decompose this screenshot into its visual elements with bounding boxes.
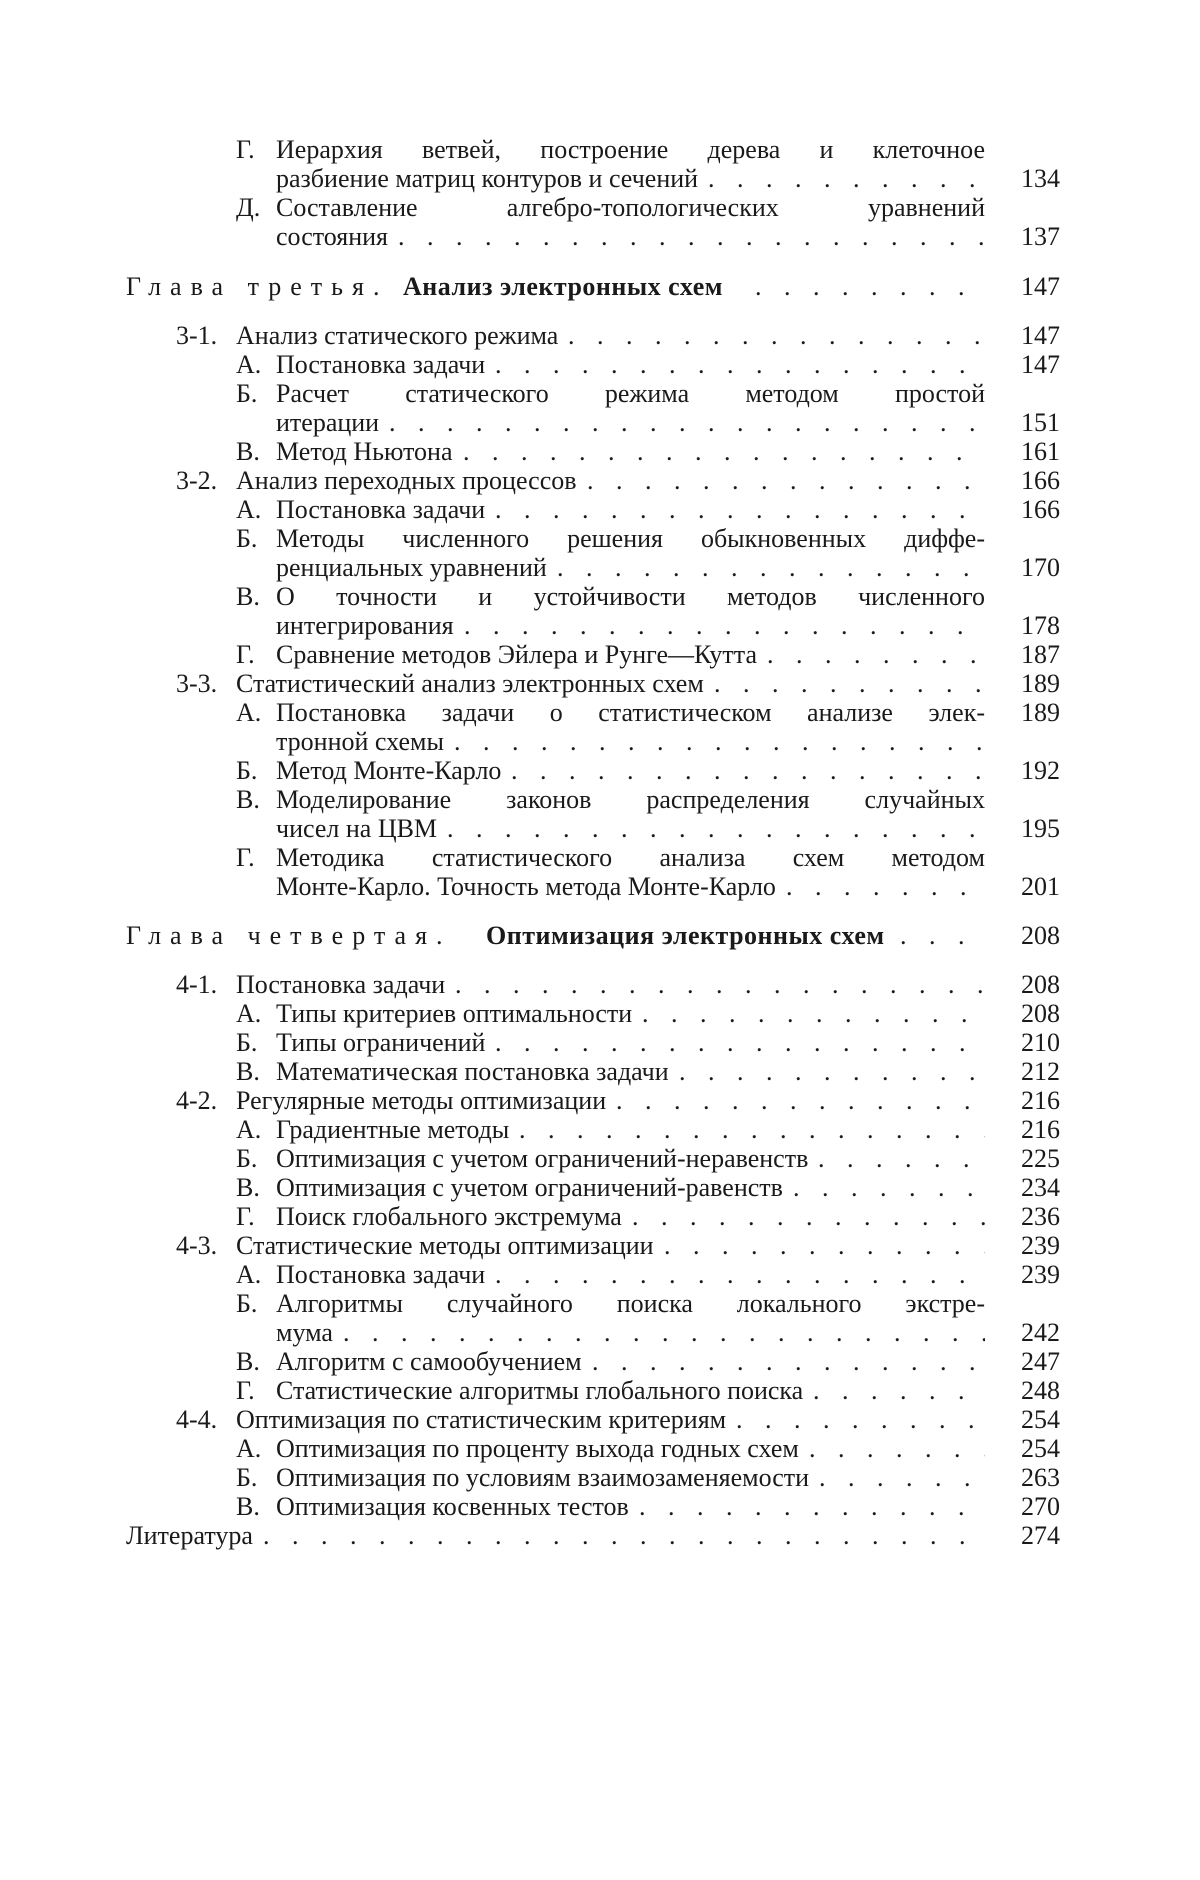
entry-title: Моделирование законов распределения случайных bbox=[276, 785, 985, 814]
entry-title: Оптимизация по проценту выхода годных схем bbox=[276, 1434, 799, 1463]
toc-entry-row bbox=[0, 437, 1200, 467]
dot-leader bbox=[809, 1434, 985, 1464]
toc-entry-row bbox=[0, 1115, 1200, 1145]
toc-entry-row bbox=[0, 727, 1200, 757]
dot-leader bbox=[616, 1086, 985, 1116]
page-number: 225 bbox=[1021, 1144, 1060, 1173]
page-number: 263 bbox=[1021, 1463, 1060, 1492]
entry-number: 4-4. bbox=[176, 1405, 218, 1434]
dot-leader bbox=[519, 1115, 985, 1145]
dot-leader bbox=[900, 921, 985, 951]
dot-leader bbox=[263, 1521, 985, 1551]
page-number: 147 bbox=[1021, 321, 1060, 350]
chapter-title: Оптимизация электронных схем bbox=[486, 921, 885, 950]
entry-number: В. bbox=[236, 1173, 260, 1202]
toc-entry-row bbox=[0, 1376, 1200, 1406]
entry-title: тронной схемы bbox=[276, 727, 444, 756]
entry-title: Статистические методы оптимизации bbox=[236, 1231, 654, 1260]
toc-entry-row bbox=[0, 1434, 1200, 1464]
entry-number: В. bbox=[236, 1057, 260, 1086]
entry-number: Б. bbox=[236, 1463, 258, 1492]
entry-title: Расчет статического режима методом простой bbox=[276, 379, 985, 408]
dot-leader bbox=[398, 222, 985, 252]
dot-leader bbox=[664, 1231, 985, 1261]
entry-title: мума bbox=[276, 1318, 333, 1347]
dot-leader bbox=[464, 611, 985, 641]
entry-title: Постановка задачи bbox=[276, 495, 486, 524]
page-number: 239 bbox=[1021, 1231, 1060, 1260]
toc-entry-row bbox=[0, 1086, 1200, 1116]
entry-title: состояния bbox=[276, 222, 388, 251]
entry-title: Статистические алгоритмы глобального поиска bbox=[276, 1376, 804, 1405]
entry-number: А. bbox=[236, 495, 262, 524]
entry-number: 3-2. bbox=[176, 466, 218, 495]
entry-title: Анализ переходных процессов bbox=[236, 466, 577, 495]
toc-entry-row bbox=[0, 222, 1200, 252]
dot-leader bbox=[568, 321, 985, 351]
entry-title: Постановка задачи bbox=[236, 970, 446, 999]
dot-leader bbox=[819, 1463, 985, 1493]
page-number: 192 bbox=[1021, 756, 1060, 785]
toc-entry-row bbox=[0, 321, 1200, 351]
entry-number: В. bbox=[236, 437, 260, 466]
page-number: 254 bbox=[1021, 1434, 1060, 1463]
entry-title: Типы ограничений bbox=[276, 1028, 486, 1057]
toc-entry-row bbox=[0, 1173, 1200, 1203]
entry-title: разбиение матриц контуров и сечений bbox=[276, 164, 699, 193]
page-number: 270 bbox=[1021, 1492, 1060, 1521]
page-number: 216 bbox=[1021, 1086, 1060, 1115]
entry-number: 4-1. bbox=[176, 970, 218, 999]
page-number: 151 bbox=[1021, 408, 1060, 437]
dot-leader bbox=[767, 640, 985, 670]
toc-entry-row bbox=[0, 698, 1200, 728]
entry-title: итерации bbox=[276, 408, 380, 437]
entry-number: Б. bbox=[236, 756, 258, 785]
entry-number: А. bbox=[236, 1434, 262, 1463]
page-number: 236 bbox=[1021, 1202, 1060, 1231]
dot-leader bbox=[639, 1492, 985, 1522]
page-number: 274 bbox=[1021, 1521, 1060, 1550]
entry-number: Г. bbox=[236, 135, 255, 164]
toc-entry-row bbox=[0, 843, 1200, 873]
chapter-title: Анализ электронных схем bbox=[403, 272, 723, 301]
entry-number: А. bbox=[236, 1115, 262, 1144]
page-number: 234 bbox=[1021, 1173, 1060, 1202]
dot-leader bbox=[714, 669, 985, 699]
toc-entry-row bbox=[0, 669, 1200, 699]
page-number: 239 bbox=[1021, 1260, 1060, 1289]
entry-number: Г. bbox=[236, 1376, 255, 1405]
page-number: 212 bbox=[1021, 1057, 1060, 1086]
entry-title: Постановка задачи bbox=[276, 350, 486, 379]
toc-entry-row bbox=[0, 524, 1200, 554]
toc-entry-row bbox=[0, 135, 1200, 165]
entry-number: В. bbox=[236, 582, 260, 611]
page-number: 195 bbox=[1021, 814, 1060, 843]
entry-number: В. bbox=[236, 785, 260, 814]
dot-leader bbox=[632, 1202, 985, 1232]
dot-leader bbox=[495, 495, 985, 525]
entry-title: Постановка задачи bbox=[276, 1260, 486, 1289]
toc-entry-row bbox=[0, 582, 1200, 612]
toc-entry-row bbox=[0, 193, 1200, 223]
page-number: 247 bbox=[1021, 1347, 1060, 1376]
toc-entry-row bbox=[0, 495, 1200, 525]
toc-entry-row bbox=[0, 1463, 1200, 1493]
entry-title: Монте-Карло. Точность метода Монте-Карло bbox=[276, 872, 776, 901]
dot-leader bbox=[343, 1318, 985, 1348]
entry-number: Б. bbox=[236, 379, 258, 408]
toc-entry-row bbox=[0, 970, 1200, 1000]
entry-title: Оптимизация с учетом ограничений-равенств bbox=[276, 1173, 783, 1202]
dot-leader bbox=[557, 553, 985, 583]
chapter-label: Глава третья. bbox=[126, 272, 389, 301]
chapter-label: Глава четвертая. bbox=[126, 921, 452, 950]
entry-title: Оптимизация по условиям взаимозаменяемости bbox=[276, 1463, 810, 1492]
entry-title: О точности и устойчивости методов численного bbox=[276, 582, 985, 611]
entry-number: 3-1. bbox=[176, 321, 218, 350]
page-number: 216 bbox=[1021, 1115, 1060, 1144]
toc-entry-row bbox=[0, 1144, 1200, 1174]
entry-title: Методы численного решения обыкновенных диффе- bbox=[276, 524, 985, 553]
dot-leader bbox=[511, 756, 985, 786]
entry-title: Составление алгебро-топологических уравнений bbox=[276, 193, 985, 222]
dot-leader bbox=[786, 872, 985, 902]
entry-title: чисел на ЦВМ bbox=[276, 814, 438, 843]
dot-leader bbox=[495, 1028, 985, 1058]
toc-entry-row bbox=[0, 1202, 1200, 1232]
toc-entry-row bbox=[0, 553, 1200, 583]
entry-number: А. bbox=[236, 698, 262, 727]
page-number: 189 bbox=[1021, 698, 1060, 727]
dot-leader bbox=[642, 999, 985, 1029]
toc-entry-row bbox=[0, 379, 1200, 409]
toc-entry-row bbox=[0, 640, 1200, 670]
toc-entry-row bbox=[0, 785, 1200, 815]
toc-entry-row bbox=[0, 1521, 1200, 1551]
dot-leader bbox=[587, 466, 985, 496]
entry-title: интегрирования bbox=[276, 611, 454, 640]
entry-number: А. bbox=[236, 999, 262, 1028]
dot-leader bbox=[463, 437, 985, 467]
page-number: 208 bbox=[1021, 970, 1060, 999]
entry-number: В. bbox=[236, 1347, 260, 1376]
entry-title: Постановка задачи о статистическом анализе элек- bbox=[276, 698, 985, 727]
entry-title: Иерархия ветвей, построение дерева и клеточное bbox=[276, 135, 985, 164]
toc-entry-row bbox=[0, 999, 1200, 1029]
toc-entry-row bbox=[0, 756, 1200, 786]
dot-leader bbox=[495, 1260, 985, 1290]
page-number: 170 bbox=[1021, 553, 1060, 582]
dot-leader bbox=[447, 814, 985, 844]
dot-leader bbox=[813, 1376, 985, 1406]
page-number: 166 bbox=[1021, 466, 1060, 495]
toc-entry-row bbox=[0, 1347, 1200, 1377]
entry-title: Статистический анализ электронных схем bbox=[236, 669, 704, 698]
entry-title: ренциальных уравнений bbox=[276, 553, 547, 582]
page-number: 210 bbox=[1021, 1028, 1060, 1057]
toc-entry-row bbox=[0, 1028, 1200, 1058]
entry-number: Б. bbox=[236, 524, 258, 553]
dot-leader bbox=[592, 1347, 985, 1377]
dot-leader bbox=[793, 1173, 985, 1203]
entry-title: Метод Ньютона bbox=[276, 437, 453, 466]
toc-entry-row bbox=[0, 164, 1200, 194]
toc-entry-row bbox=[0, 611, 1200, 641]
toc-entry-row bbox=[0, 1057, 1200, 1087]
toc-entry-row bbox=[0, 1260, 1200, 1290]
entry-number: Б. bbox=[236, 1144, 258, 1173]
toc-chapter-row bbox=[0, 272, 1200, 302]
page-number: 254 bbox=[1021, 1405, 1060, 1434]
entry-title: Сравнение методов Эйлера и Рунге—Кутта bbox=[276, 640, 757, 669]
entry-number: 4-3. bbox=[176, 1231, 218, 1260]
entry-title: Литература bbox=[126, 1521, 253, 1550]
toc-entry-row bbox=[0, 1318, 1200, 1348]
entry-title: Математическая постановка задачи bbox=[276, 1057, 669, 1086]
page-number: 201 bbox=[1021, 872, 1060, 901]
toc-entry-row bbox=[0, 872, 1200, 902]
dot-leader bbox=[389, 408, 985, 438]
toc-entry-row bbox=[0, 1405, 1200, 1435]
toc-chapter-row bbox=[0, 921, 1200, 951]
entry-title: Оптимизация косвенных тестов bbox=[276, 1492, 629, 1521]
page-number: 137 bbox=[1021, 222, 1060, 251]
page-number: 187 bbox=[1021, 640, 1060, 669]
entry-number: Г. bbox=[236, 640, 255, 669]
entry-title: Регулярные методы оптимизации bbox=[236, 1086, 607, 1115]
toc-entry-row bbox=[0, 1492, 1200, 1522]
entry-title: Анализ статического режима bbox=[236, 321, 559, 350]
entry-title: Методика статистического анализа схем методом bbox=[276, 843, 985, 872]
toc-entry-row bbox=[0, 814, 1200, 844]
dot-leader bbox=[755, 272, 985, 302]
page-number: 189 bbox=[1021, 669, 1060, 698]
page-number: 242 bbox=[1021, 1318, 1060, 1347]
entry-number: В. bbox=[236, 1492, 260, 1521]
entry-title: Градиентные методы bbox=[276, 1115, 510, 1144]
page-number: 161 bbox=[1021, 437, 1060, 466]
entry-number: Г. bbox=[236, 1202, 255, 1231]
entry-title: Поиск глобального экстремума bbox=[276, 1202, 622, 1231]
dot-leader bbox=[708, 164, 985, 194]
page-number: 208 bbox=[1021, 921, 1060, 950]
toc-entry-row bbox=[0, 466, 1200, 496]
entry-number: А. bbox=[236, 350, 262, 379]
page-number: 208 bbox=[1021, 999, 1060, 1028]
entry-title: Оптимизация по статистическим критериям bbox=[236, 1405, 727, 1434]
entry-number: 3-3. bbox=[176, 669, 218, 698]
entry-title: Алгоритм с самообучением bbox=[276, 1347, 582, 1376]
page-number: 147 bbox=[1021, 350, 1060, 379]
entry-title: Алгоритмы случайного поиска локального экстре- bbox=[276, 1289, 985, 1318]
toc-entry-row bbox=[0, 350, 1200, 380]
entry-number: 4-2. bbox=[176, 1086, 218, 1115]
dot-leader bbox=[454, 727, 985, 757]
entry-number: А. bbox=[236, 1260, 262, 1289]
page-number: 134 bbox=[1021, 164, 1060, 193]
entry-title: Метод Монте-Карло bbox=[276, 756, 502, 785]
page-number: 178 bbox=[1021, 611, 1060, 640]
entry-number: Г. bbox=[236, 843, 255, 872]
entry-number: Б. bbox=[236, 1028, 258, 1057]
entry-number: Д. bbox=[236, 193, 261, 222]
dot-leader bbox=[495, 350, 985, 380]
toc-entry-row bbox=[0, 1231, 1200, 1261]
dot-leader bbox=[679, 1057, 985, 1087]
dot-leader bbox=[818, 1144, 985, 1174]
toc-entry-row bbox=[0, 408, 1200, 438]
entry-number: Б. bbox=[236, 1289, 258, 1318]
toc-entry-row bbox=[0, 1289, 1200, 1319]
page-number: 166 bbox=[1021, 495, 1060, 524]
dot-leader bbox=[736, 1405, 985, 1435]
dot-leader bbox=[455, 970, 985, 1000]
entry-title: Типы критериев оптимальности bbox=[276, 999, 633, 1028]
page-number: 147 bbox=[1021, 272, 1060, 301]
page-number: 248 bbox=[1021, 1376, 1060, 1405]
entry-title: Оптимизация с учетом ограничений-неравенств bbox=[276, 1144, 809, 1173]
